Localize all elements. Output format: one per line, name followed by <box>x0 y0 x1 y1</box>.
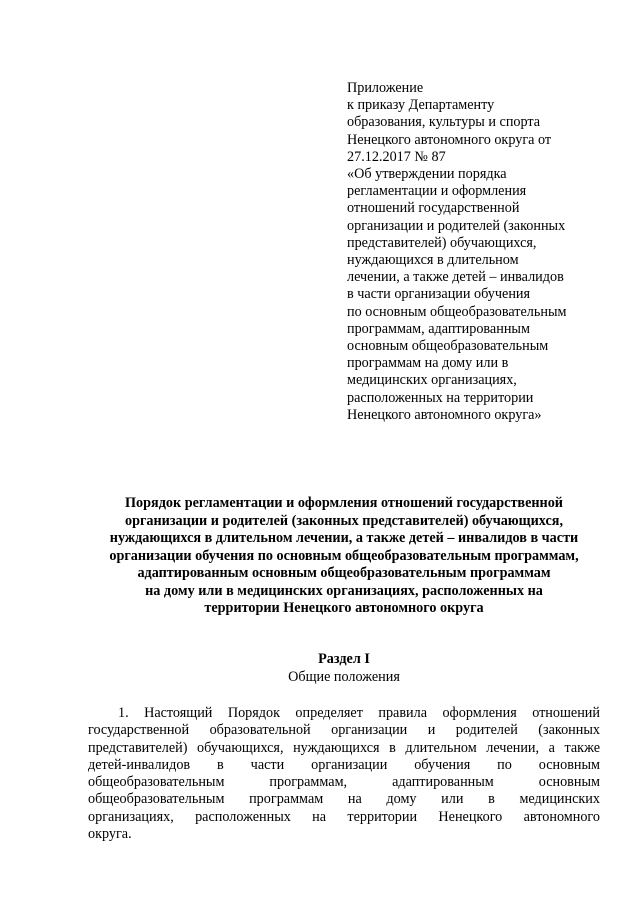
paragraph-line: 1. Настоящий Порядок определяет правила оформления отношений <box>118 705 600 721</box>
title-line: нуждающихся в длительном лечении, а также детей – инвалидов в части <box>109 530 579 546</box>
appendix-line: основным общеобразовательным <box>347 338 549 355</box>
title-line: организации обучения по основным общеобразовательным программам, <box>109 547 579 564</box>
appendix-line: 27.12.2017 № 87 <box>347 148 446 165</box>
appendix-line: нуждающихся в длительном <box>347 252 519 269</box>
appendix-line: расположенных на территории <box>347 389 534 406</box>
appendix-line: в части организации обучения <box>347 286 531 303</box>
paragraph-line: представителей) обучающихся, нуждающихся в длительном лечении, а также <box>88 739 600 756</box>
appendix-block <box>347 80 607 424</box>
appendix-line: отношений государственной <box>347 200 520 217</box>
paragraph-line: организациях, расположенных на территории Ненецкого автономного <box>88 808 600 825</box>
appendix-line: образования, культуры и спорта <box>347 114 541 131</box>
appendix-line: к приказу Департаменту <box>347 97 495 114</box>
paragraph-line: государственной образовательной организации и родителей (законных <box>88 722 600 739</box>
paragraph-line: общеобразовательным программам на дому или в медицинских <box>88 791 600 808</box>
appendix-line: Ненецкого автономного округа» <box>347 406 542 423</box>
appendix-line: лечении, а также детей – инвалидов <box>347 269 564 286</box>
title-line: Порядок регламентации и оформления отношений государственной <box>125 495 563 511</box>
paragraph-line: округа. <box>88 826 132 843</box>
title-line: адаптированным основным общеобразовательным программам <box>137 565 551 581</box>
appendix-line: организации и родителей (законных <box>347 217 566 234</box>
document-title <box>88 495 600 618</box>
paragraph-line: детей-инвалидов в части организации обучения по основным <box>88 756 600 773</box>
appendix-line: по основным общеобразовательным <box>347 303 567 320</box>
appendix-line: Приложение <box>347 80 424 96</box>
title-line: на дому или в медицинских организациях, расположенных на <box>145 582 543 599</box>
section-heading: Раздел I <box>318 651 370 667</box>
appendix-line: «Об утверждении порядка <box>347 166 507 183</box>
appendix-line: регламентации и оформления <box>347 183 527 200</box>
paragraph-1 <box>88 705 600 843</box>
appendix-line: медицинских организациях, <box>347 372 517 389</box>
appendix-line: представителей) обучающихся, <box>347 234 537 251</box>
title-line: организации и родителей (законных представителей) обучающихся, <box>124 512 564 529</box>
appendix-line: Ненецкого автономного округа от <box>347 131 552 148</box>
appendix-line: программам на дому или в <box>347 355 509 372</box>
appendix-line: программам, адаптированным <box>347 320 530 337</box>
title-line: территории Ненецкого автономного округа <box>204 600 484 616</box>
paragraph-line: общеобразовательным программам, адаптированным основным <box>88 774 600 791</box>
section-subheading: Общие положения <box>288 669 400 685</box>
